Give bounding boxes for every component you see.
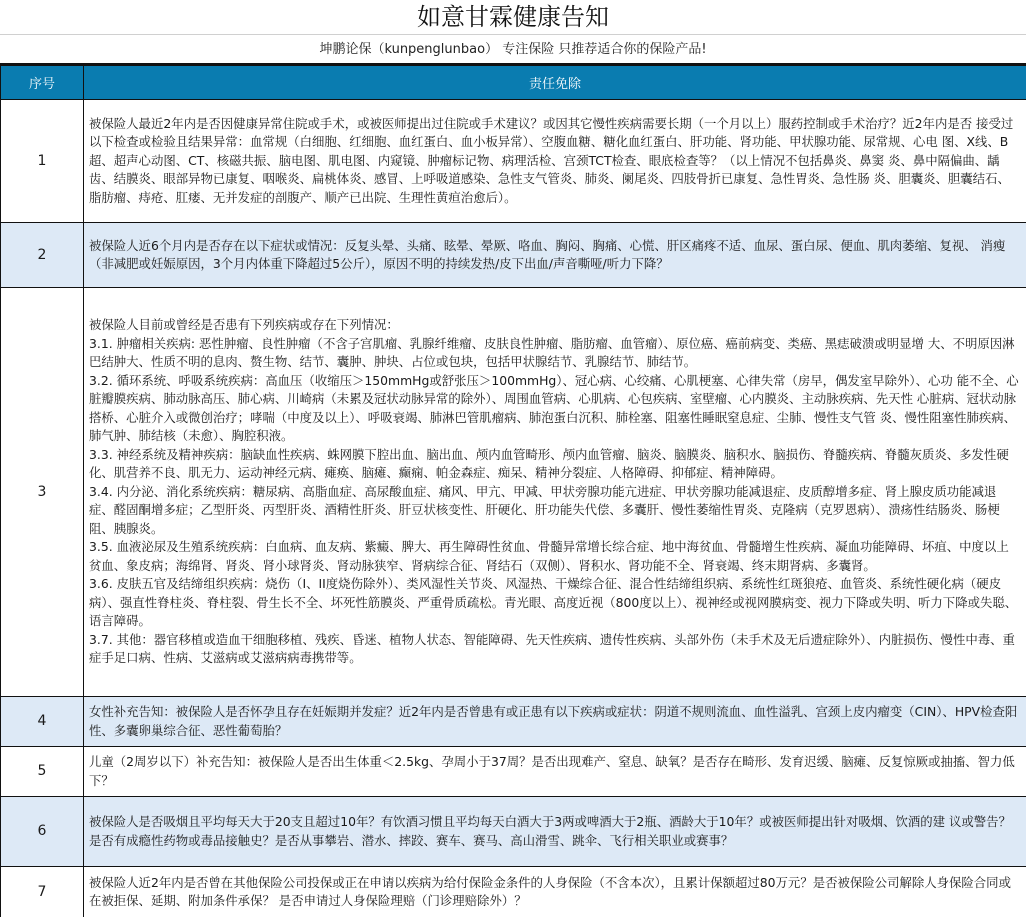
row-number: 7	[1, 867, 84, 917]
section-3-3: 3.3. 神经系统及精神疾病：脑缺血性疾病、蛛网膜下腔出血、脑出血、颅内血管畸形、颅内血管瘤、脑炎、脑膜炎、脑积水、脑损伤、脊髓疾病、脊髓灰质炎、多发性硬 化、肌营养不良、肌无力、运动神经元病、瘫痪、脑瘫、癫痫、帕金森症、痴呆、精神分裂症、人格障碍、抑郁症、精神障碍。	[89, 446, 1009, 481]
section-3-5: 3.5. 血液泌尿及生殖系统疾病：白血病、血友病、紫癜、脾大、再生障碍性贫血、骨髓异常增长综合症、地中海贫血、骨髓增生性疾病、凝血功能障碍、坏疽、中度以上 贫血、象皮病；海绵肾、肾炎、肾小球肾炎、肾动脉狭窄、肾病综合征、肾结石（双侧）、肾积水、肾功能不全、肾衰竭、终末期肾病、多囊肾。	[89, 539, 1009, 573]
page-subtitle: 坤鹏论保（kunpenglunbao） 专注保险 只推荐适合你的保险产品!	[0, 35, 1026, 65]
row-content: 被保险人近6个月内是否存在以下症状或情况：反复头晕、头痛、眩晕、晕厥、咯血、胸闷、胸痛、心慌、肝区痛疼不适、血尿、蛋白尿、便血、肌肉萎缩、复视、 消瘦（非减肥或妊娠原因，3个月内体重下降超过5公斤），原因不明的持续发热/皮下出血/声音嘶哑/听力下降？	[84, 223, 1026, 288]
table-row	[1, 223, 1026, 288]
health-notice-table	[0, 65, 1026, 917]
row-number: 3	[1, 288, 84, 697]
section-3-4: 3.4. 内分泌、消化系统疾病：糖尿病、高脂血症、高尿酸血症、痛风、甲亢、甲减、甲状旁腺功能亢进症、甲状旁腺功能减退症、皮质醇增多症、肾上腺皮质功能减退 症、醛固酮增多症；乙型肝炎、丙型肝炎、酒精性肝炎、肝豆状核变性、肝硬化、肝功能失代偿、多囊肝、慢性萎缩性胃炎、克隆病（克罗恩病）、溃疡性结肠炎、肠梗阻、胰腺炎。	[89, 483, 1000, 536]
table-header-row	[1, 66, 1026, 100]
table-row	[1, 797, 1026, 867]
table-row	[1, 100, 1026, 223]
row-number: 5	[1, 747, 84, 797]
row-content: 女性补充告知：被保险人是否怀孕且存在妊娠期并发症？近2年内是否曾患有或正患有以下疾病或症状：阴道不规则流血、血性溢乳、宫颈上皮内瘤变（CIN）、HPV检查阳性、多囊卵巢综合征、恶性葡萄胎？	[84, 697, 1026, 747]
row-content: 被保险人是否吸烟且平均每天大于20支且超过10年？有饮酒习惯且平均每天白酒大于3两或啤酒大于2瓶、酒龄大于10年？或被医师提出针对吸烟、饮酒的建 议或警告？是否有成瘾性药物或毒品接触史？是否从事攀岩、潜水、摔跤、赛车、赛马、高山滑雪、跳伞、飞行相关职业或赛事？	[84, 797, 1026, 867]
row-content: 被保险人近2年内是否曾在其他保险公司投保或正在申请以疾病为给付保险金条件的人身保险（不含本次），且累计保额超过80万元？是否被保险公司解除人身保险合同或在被拒保、延期、附加条件承保？ 是否申请过人身保险理赔（门诊理赔除外）？	[84, 867, 1026, 917]
row-intro: 被保险人目前或曾经是否患有下列疾病或存在下列情况：	[89, 317, 399, 333]
section-3-1: 3.1. 肿瘤相关疾病: 恶性肿瘤、良性肿瘤（不含子宫肌瘤、乳腺纤维瘤、皮肤良性肿瘤、脂肪瘤、血管瘤）、原位癌、癌前病变、类癌、黑痣破溃或明显增 大、不明原因淋巴结肿大、性质不明的息肉、赘生物、结节、囊肿、肿块、占位或包块，包括甲状腺结节、乳腺结节、肺结节。	[89, 335, 1015, 370]
page-title: 如意甘霖健康告知	[0, 0, 1026, 35]
row-number: 4	[1, 697, 84, 747]
row-content	[84, 288, 1026, 697]
section-3-2: 3.2. 循环系统、呼吸系统疾病：高血压（收缩压＞150mmHg或舒张压＞100mmHg）、冠心病、心绞痛、心肌梗塞、心律失常（房早，偶发室早除外）、心功 能不全、心脏瓣膜疾病、肺动脉高压、肺心病、川崎病（未累及冠状动脉异常的除外）、周围血管病、心肌病、心包疾病、室壁瘤、心内膜炎、主动脉疾病、先天性 心脏病、冠状动脉搭桥、心脏介入或微创治疗；哮喘（中度及以上）、呼吸衰竭、肺淋巴管肌瘤病、肺泡蛋白沉积、肺栓塞、阻塞性睡眠窒息症、尘肺、慢性支气管 炎、慢性阻塞性肺疾病、肺气肿、肺结核（未愈）、胸腔积液。	[89, 372, 1019, 444]
row-number: 1	[1, 100, 84, 223]
row-number: 6	[1, 797, 84, 867]
row-content: 被保险人最近2年内是否因健康异常住院或手术，或被医师提出过住院或手术建议？或因其它慢性疾病需要长期（一个月以上）服药控制或手术治疗？近2年内是否 接受过以下检查或检验且结果异常：血常规（白细胞、红细胞、血红蛋白、血小板异常）、空腹血糖、糖化血红蛋白、肝功能、肾功能、甲状腺功能、尿常规、心电 图、X线、B超、超声心动图、CT、核磁共振、脑电图、肌电图、内窥镜、肿瘤标记物、病理活检、宫颈TCT检查、眼底检查等？（以上情况不包括鼻炎、鼻窦 炎、鼻中隔偏曲、龋齿、结膜炎、眼部异物已康复、咽喉炎、扁桃体炎、感冒、上呼吸道感染、急性支气管炎、肺炎、阑尾炎、四肢骨折已康复、急性胃炎、急性肠 炎、胆囊炎、胆囊结石、脂肪瘤、痔疮、肛瘘、无并发症的剖腹产、顺产已出院、生理性黄疸治愈后）。	[84, 100, 1026, 223]
row-content: 儿童（2周岁以下）补充告知：被保险人是否出生体重＜2.5kg、孕周小于37周？是否出现难产、窒息、缺氧？是否存在畸形、发育迟缓、脑瘫、反复惊厥或抽搐、智力低下？	[84, 747, 1026, 797]
column-header-content: 责任免除	[84, 66, 1026, 100]
table-row	[1, 867, 1026, 917]
table-row	[1, 697, 1026, 747]
row-number: 2	[1, 223, 84, 288]
table-row	[1, 747, 1026, 797]
column-header-number: 序号	[1, 66, 84, 100]
section-3-7: 3.7. 其他：器官移植或造血干细胞移植、残疾、昏迷、植物人状态、智能障碍、先天性疾病、遗传性疾病、头部外伤（未手术及无后遗症除外）、内脏损伤、慢性中毒、重症手足口病、性病、艾滋病或艾滋病病毒携带等。	[89, 631, 1015, 666]
table-row	[1, 288, 1026, 697]
section-3-6: 3.6. 皮肤五官及结缔组织疾病：烧伤（I、II度烧伤除外）、类风湿性关节炎、风湿热、干燥综合征、混合性结缔组织病、系统性红斑狼疮、血管炎、系统性硬化病（硬皮病）、强直性脊柱炎、脊柱裂、骨生长不全、坏死性筋膜炎、严重骨质疏松。青光眼、高度近视（800度以上）、视神经或视网膜病变、视力下降或失明、听力下降或失聪、语言障碍。	[89, 576, 1018, 629]
